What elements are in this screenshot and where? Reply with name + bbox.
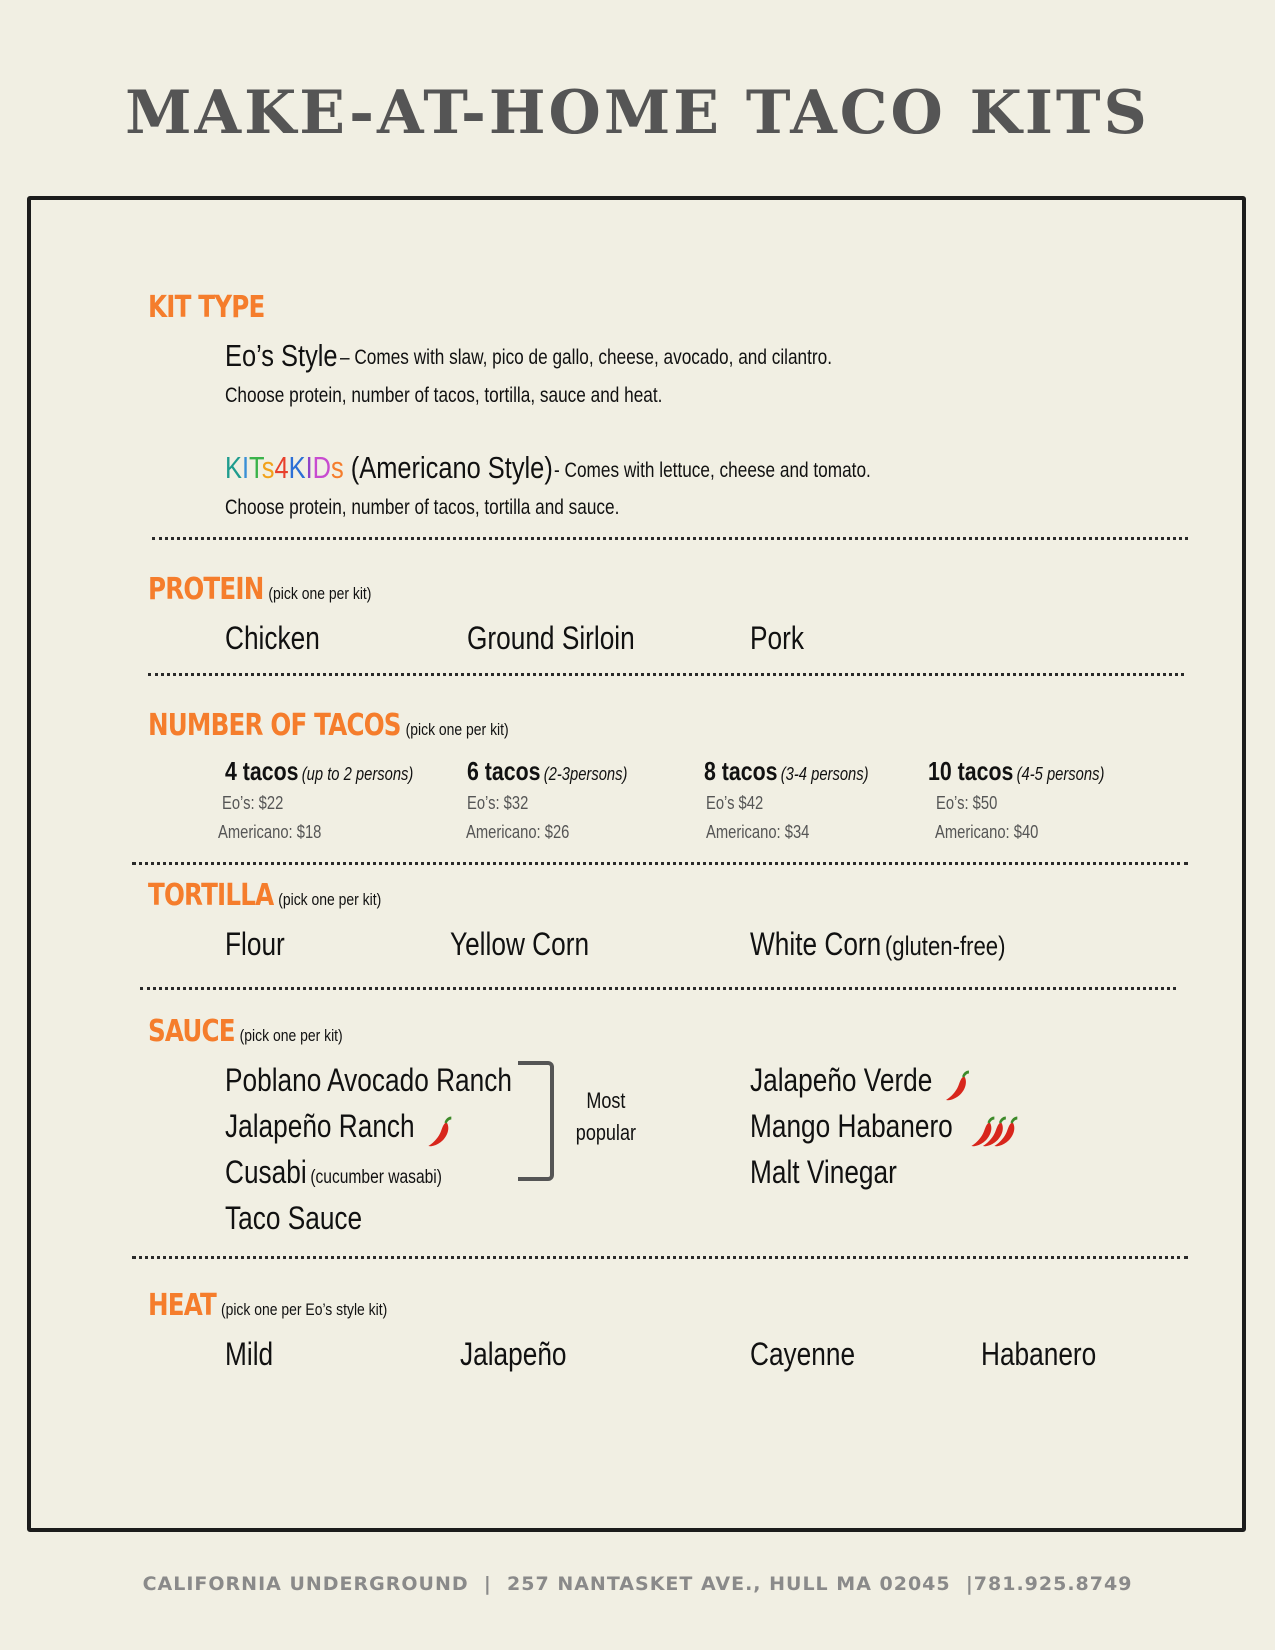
- cusabi-note: (cucumber wasabi): [310, 1167, 442, 1188]
- heat-option: Habanero: [981, 1336, 1097, 1372]
- taco-count: 6 tacos: [467, 756, 541, 786]
- eos-style-choose: Choose protein, number of tacos, tortilla, sauce and heat.: [225, 384, 663, 407]
- sauce-option: Mango Habanero: [750, 1108, 953, 1144]
- sauce-option: Poblano Avocado Ranch: [225, 1062, 512, 1098]
- chili-pepper-icon: [427, 1116, 453, 1150]
- taco-persons: (4-5 persons): [1016, 764, 1105, 784]
- eos-style-desc: – Comes with slaw, pico de gallo, cheese, avocado, and cilantro.: [340, 346, 833, 369]
- protein-option: Chicken: [225, 620, 320, 656]
- divider: [132, 1256, 1188, 1259]
- taco-americano-price: Americano: $34: [706, 822, 810, 842]
- heat-heading: HEAT: [148, 1288, 217, 1323]
- eos-style-name: Eo’s Style: [225, 338, 338, 373]
- tortilla-heading: TORTILLA: [148, 878, 274, 913]
- taco-eos-price: Eo’s $42: [706, 793, 764, 813]
- sauce-option: Jalapeño Ranch: [225, 1108, 415, 1144]
- sauce-note: (pick one per kit): [239, 1026, 343, 1045]
- tortilla-option-white-corn: [750, 926, 1005, 963]
- divider: [140, 987, 1176, 990]
- kits4kids-choose: Choose protein, number of tacos, tortilla and sauce.: [225, 496, 620, 519]
- most-popular-label-1: Most: [586, 1088, 626, 1113]
- kits4kids-logo: [225, 450, 344, 485]
- sauce-option-jalapeno-verde: [750, 1062, 970, 1104]
- tacos-heading: NUMBER OF TACOS: [148, 708, 401, 743]
- tortilla-option: Yellow Corn: [450, 926, 590, 962]
- kits4kids-letter: s: [330, 450, 344, 485]
- heat-option: Mild: [225, 1336, 274, 1372]
- taco-americano-price: Americano: $26: [466, 822, 570, 842]
- taco-count: 10 tacos: [928, 756, 1014, 786]
- kits4kids-letter: K: [288, 450, 306, 485]
- taco-eos-price: Eo’s: $32: [467, 793, 529, 813]
- sauce-option: Malt Vinegar: [750, 1154, 897, 1190]
- kits4kids-letter: I: [305, 450, 313, 485]
- taco-persons: (up to 2 persons): [301, 764, 414, 784]
- taco-eos-price: Eo’s: $22: [222, 793, 284, 813]
- heat-option: Jalapeño: [460, 1336, 567, 1372]
- kits4kids-letter: T: [249, 450, 262, 485]
- chili-pepper-icon: [944, 1070, 970, 1104]
- footer-address: CALIFORNIA UNDERGROUND | 257 NANTASKET AVE., HULL MA 02045 |781.925.8749: [142, 1573, 1133, 1595]
- tacos-heading-line: [148, 708, 509, 743]
- protein-heading-line: [148, 572, 371, 607]
- sauce-heading-line: [148, 1014, 343, 1049]
- taco-eos-price: Eo’s: $50: [936, 793, 998, 813]
- sauce-option: Cusabi: [225, 1154, 307, 1190]
- divider: [132, 862, 1188, 865]
- sauce-heading: SAUCE: [148, 1014, 235, 1049]
- kits4kids-letter: I: [241, 450, 250, 485]
- tortilla-option: Flour: [225, 926, 285, 962]
- taco-option: [467, 756, 627, 787]
- tacos-note: (pick one per kit): [405, 720, 509, 739]
- kits4kids-style: (Americano Style): [350, 450, 553, 485]
- sauce-option-cusabi: [225, 1154, 442, 1191]
- most-popular-label-2: popular: [575, 1120, 636, 1145]
- sauce-option: Jalapeño Verde: [750, 1062, 933, 1098]
- kit-type-heading: KIT TYPE: [148, 290, 265, 325]
- taco-americano-price: Americano: $18: [218, 822, 322, 842]
- taco-option: [928, 756, 1104, 787]
- pepper-icon: [961, 1124, 1018, 1141]
- kits4kids-letter: K: [225, 450, 242, 485]
- kits4kids-line: [225, 450, 553, 486]
- most-popular-bracket: [518, 1061, 554, 1181]
- protein-heading: PROTEIN: [148, 572, 264, 607]
- tortilla-heading-line: [148, 878, 381, 913]
- sauce-option-mango-habanero: [750, 1108, 1019, 1150]
- chili-pepper-icon: [970, 1116, 1019, 1150]
- taco-count: 8 tacos: [704, 756, 778, 786]
- kits4kids-letter: 4: [274, 450, 289, 485]
- kits4kids-desc: - Comes with lettuce, cheese and tomato.: [554, 459, 871, 482]
- kits4kids-letter: D: [312, 450, 331, 485]
- page-title: MAKE-AT-HOME TACO KITS: [125, 78, 1150, 148]
- gluten-free-note: (gluten-free): [884, 931, 1006, 961]
- taco-persons: (3-4 persons): [780, 764, 869, 784]
- taco-option: [704, 756, 869, 787]
- taco-persons: (2-3persons): [543, 764, 628, 784]
- taco-option: [225, 756, 413, 787]
- heat-heading-line: [148, 1288, 387, 1323]
- tortilla-option: White Corn: [750, 926, 882, 962]
- heat-option: Cayenne: [750, 1336, 856, 1372]
- taco-americano-price: Americano: $40: [935, 822, 1039, 842]
- sauce-option-jalapeno-ranch: [225, 1108, 453, 1150]
- sauce-option: Taco Sauce: [225, 1200, 363, 1236]
- pepper-icon: [936, 1078, 970, 1095]
- pepper-icon: [418, 1124, 452, 1141]
- protein-option: Pork: [750, 620, 804, 656]
- heat-note: (pick one per Eo’s style kit): [220, 1300, 388, 1319]
- protein-note: (pick one per kit): [268, 584, 372, 603]
- kits4kids-letter: s: [261, 450, 275, 485]
- taco-count: 4 tacos: [225, 756, 299, 786]
- tortilla-note: (pick one per kit): [278, 890, 382, 909]
- divider: [148, 673, 1184, 676]
- protein-option: Ground Sirloin: [467, 620, 635, 656]
- divider: [152, 537, 1188, 540]
